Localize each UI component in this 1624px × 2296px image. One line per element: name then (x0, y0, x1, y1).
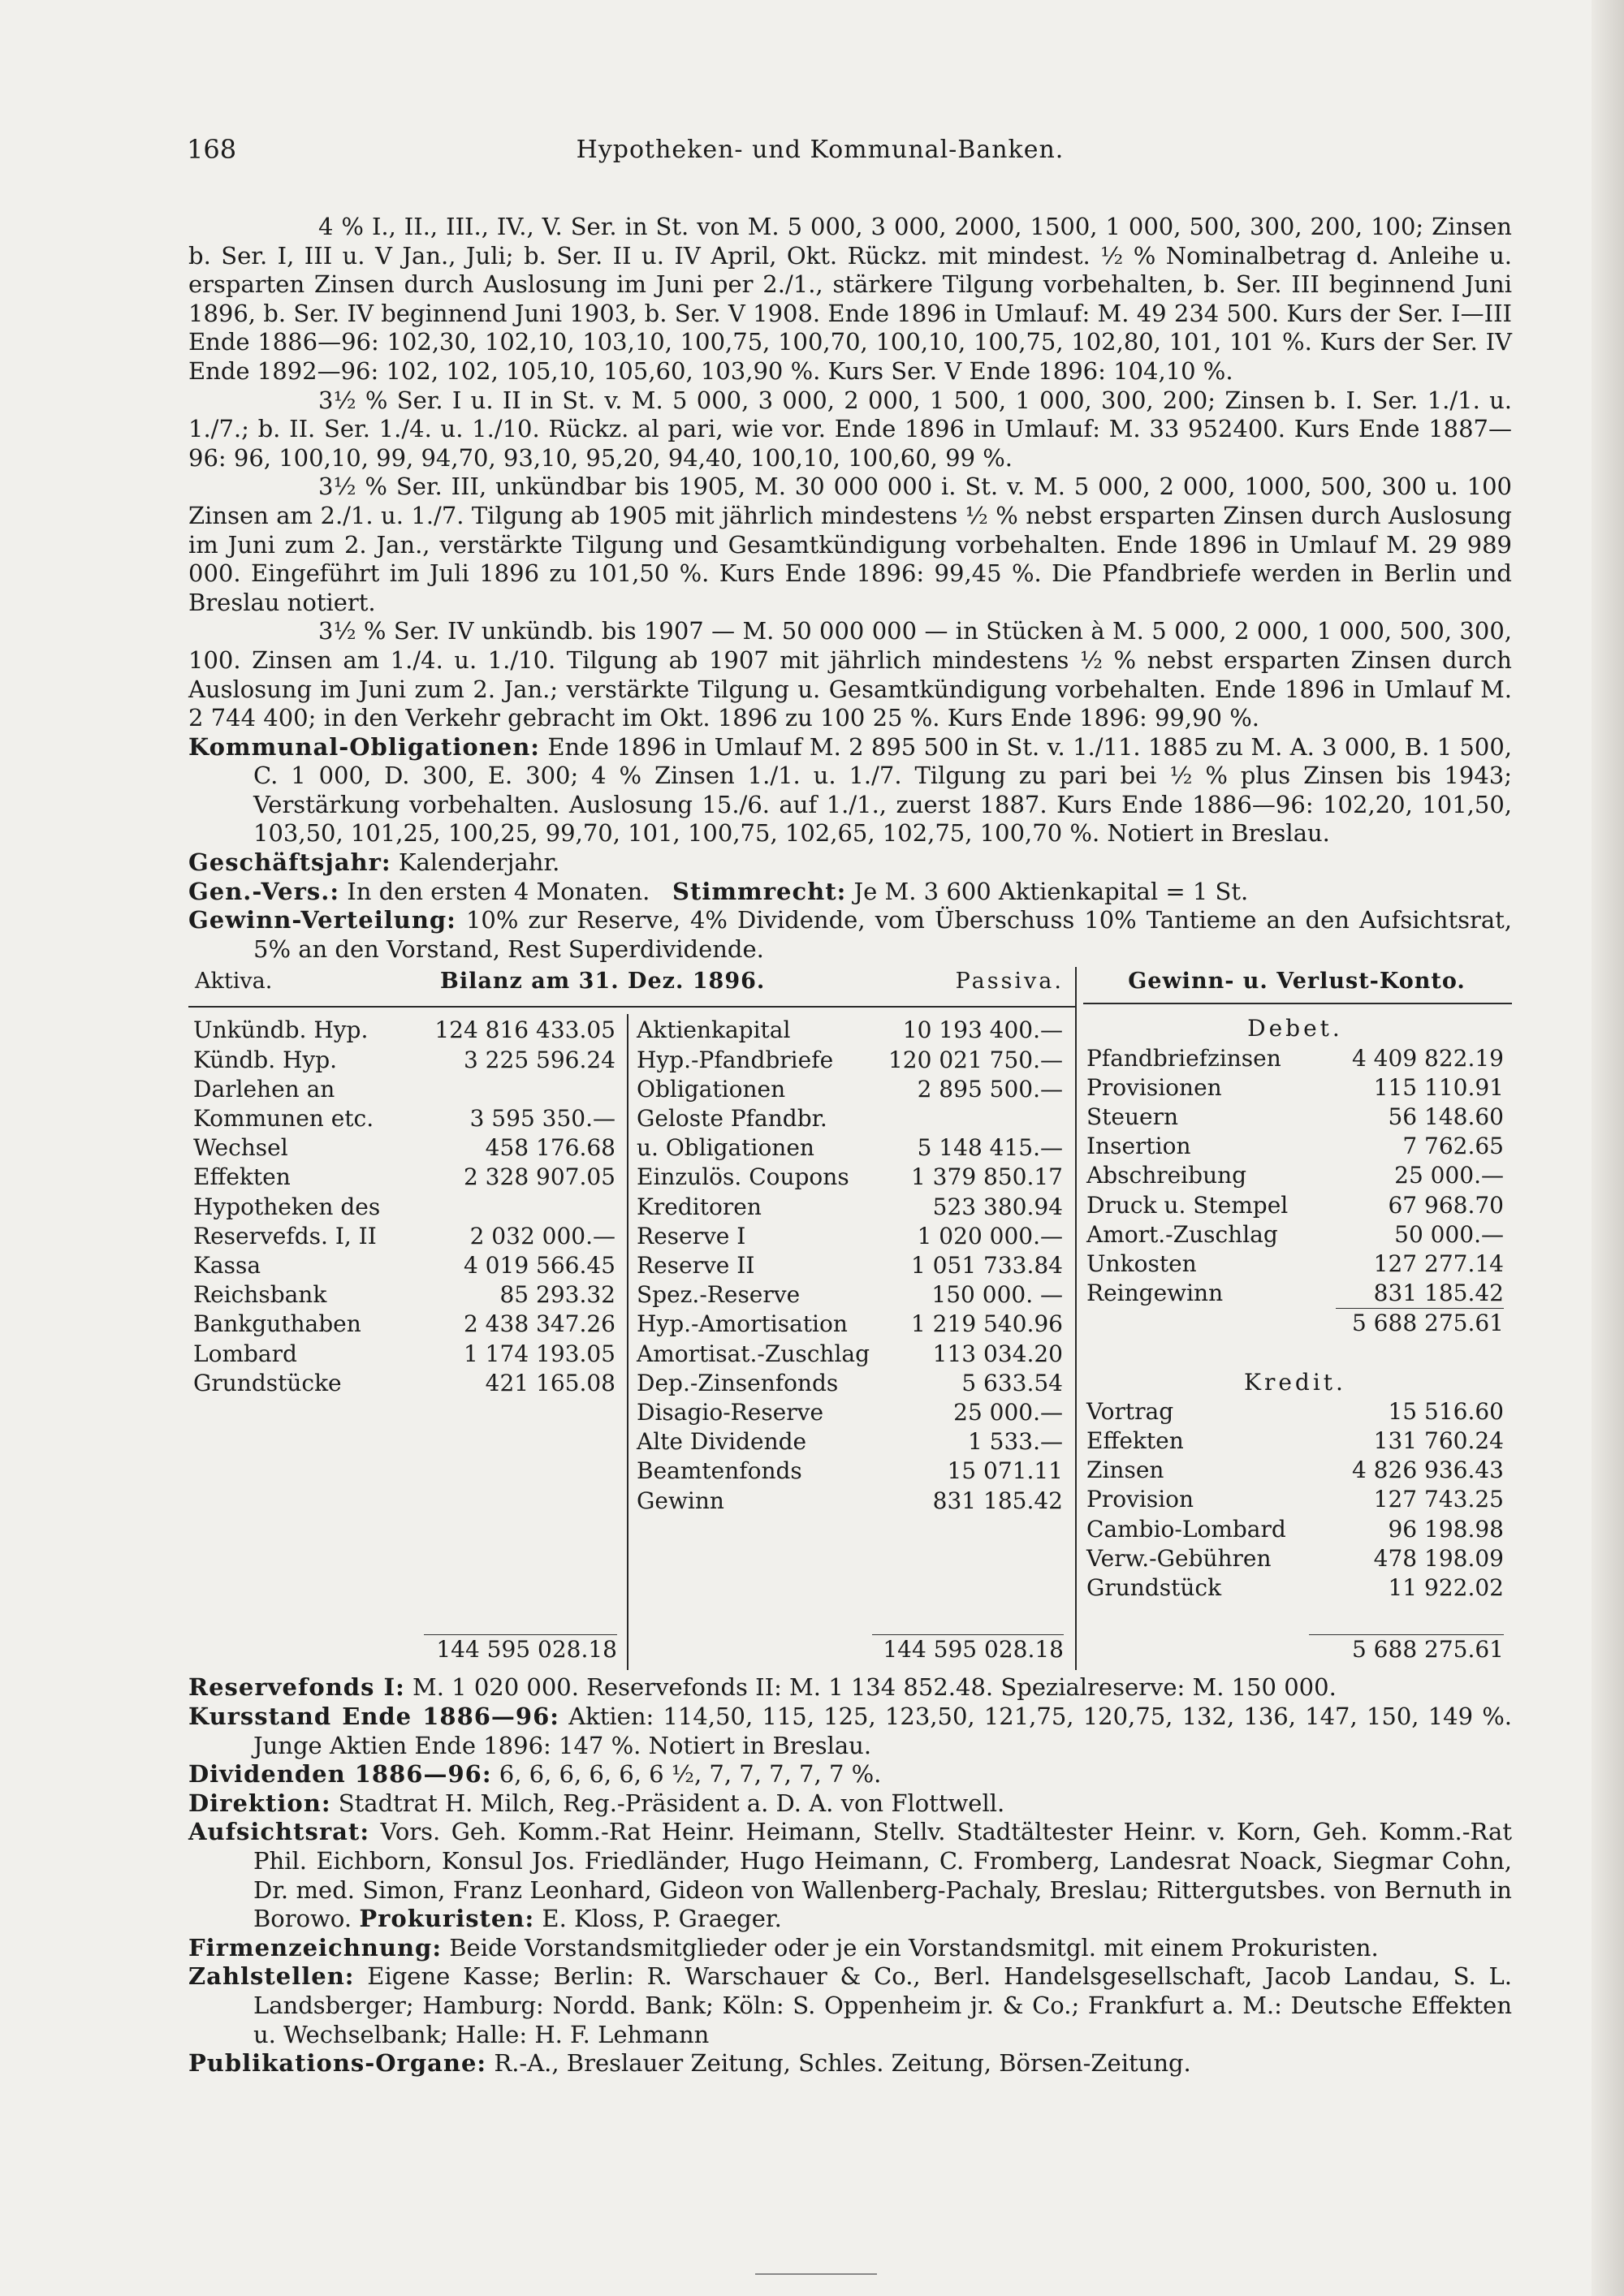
debet-item-value: 115 110.91 (1373, 1073, 1504, 1101)
entry-gewinn-verteilung: Gewinn-Verteilung: 10% zur Reserve, 4% Dividende, vom Überschuss 10% Tantieme an den Aufsichtsrat, 5% an den Vorstand, Rest Superdividende. (188, 906, 1512, 963)
entry-publikations-organe: Publikations-Organe: R.-A., Breslauer Zeitung, Schles. Zeitung, Börsen-Zeitung. (188, 2049, 1191, 2078)
debet-item-name: Steuern (1086, 1103, 1179, 1131)
aktiva-item-value: 85 293.32 (499, 1281, 615, 1309)
debet-row (1086, 1161, 1504, 1190)
aktiva-row (193, 1163, 615, 1192)
aktiva-row (193, 1133, 615, 1163)
passiva-item-name: Spez.-Reserve (637, 1281, 801, 1309)
debet-item-value: 7 762.65 (1402, 1133, 1504, 1160)
paragraph-series-3: 3½ % Ser. III, unkündbar bis 1905, M. 30 000 000 i. St. v. M. 5 000, 2 000, 1000, 500, 300 u. 100 Zinsen am 2./1. u. 1./7. Tilgung ab 1905 mit jährlich mindestens ½ % nebst ersparten Zinsen durch Auslosung im Juni zum 2. Jan., verstärkte Tilgung und Gesamtkündigung vorbehalten. Ende 1896 in Umlauf M. 29 989 000. Eingeführt im Juli 1896 zu 101,50 %. Kurs Ende 1896: 99,45 %. Die Pfandbriefe werden in Berlin und Breslau notiert. (188, 473, 1512, 616)
aktiva-row (193, 1310, 615, 1339)
passiva-item-name: u. Obligationen (637, 1134, 814, 1162)
kredit-item-name: Provision (1086, 1486, 1194, 1513)
scan-edge (1592, 0, 1624, 2296)
passiva-item-value: 1 219 540.96 (910, 1310, 1063, 1338)
aktiva-item-value: 2 328 907.05 (463, 1163, 615, 1191)
aktiva-item-name: Darlehen an (193, 1075, 335, 1103)
debet-item-name: Insertion (1086, 1133, 1191, 1160)
aktiva-total: 144 595 028.18 (424, 1634, 617, 1664)
aktiva-list (193, 1016, 615, 1398)
debet-row (1086, 1132, 1504, 1161)
aktiva-item-name: Reservefds. I, II (193, 1222, 377, 1249)
page-body (188, 213, 1512, 2078)
entry-kommunal-obligationen: Kommunal-Obligationen: Ende 1896 in Umlauf M. 2 895 500 in St. v. 1./11. 1885 zu M. A. 3 000, B. 1 500, C. 1 000, D. 300, E. 300; 4 % Zinsen 1./1. u. 1./7. Tilgung zu pari bei ½ % plus Zinsen bis 1943; Verstärkung vorbehalten. Auslosung 15./6. auf 1./1., zuerst 1887. Kurs Ende 1886—96: 102,20, 101,50, 103,50, 101,25, 100,25, 99,70, 101, 100,75, 102,65, 102,75, 100,70 %. Notiert in Breslau. (188, 732, 1512, 848)
aktiva-item-value: 3 225 596.24 (463, 1046, 615, 1073)
kredit-row (1086, 1456, 1504, 1485)
kredit-item-name: Vortrag (1086, 1397, 1174, 1425)
balance-divider (627, 1014, 628, 1670)
kredit-item-name: Grundstück (1086, 1574, 1222, 1602)
aktiva-item-name: Unkündb. Hyp. (193, 1016, 369, 1044)
passiva-item-value: 120 021 750.— (888, 1046, 1063, 1073)
debet-item-name: Reingewinn (1086, 1280, 1224, 1307)
aktiva-item-value: 421 165.08 (485, 1369, 615, 1396)
kredit-item-name: Verw.-Gebühren (1086, 1544, 1272, 1572)
kredit-row (1086, 1426, 1504, 1456)
kredit-item-name: Zinsen (1086, 1457, 1164, 1484)
passiva-item-value: 523 380.94 (932, 1193, 1063, 1220)
passiva-item-value: 15 071.11 (947, 1457, 1063, 1485)
guv-top-rule (1083, 1003, 1512, 1004)
aktiva-row (193, 1046, 615, 1075)
aktiva-item-value: 4 019 566.45 (463, 1252, 615, 1280)
passiva-row (637, 1222, 1063, 1251)
passiva-item-name: Disagio-Reserve (637, 1399, 824, 1426)
entry-zahlstellen: Zahlstellen: Eigene Kasse; Berlin: R. Warschauer & Co., Berl. Handelsgesellschaft, Jacob Landau, S. L. Landsberger; Hamburg: Nordd. Bank; Köln: S. Oppenheim jr. & Co.; Frankfurt a. M.: Deutsche Effekten u. Wechselbank; Halle: H. F. Lehmann (188, 1962, 1512, 2048)
passiva-row (637, 1340, 1063, 1369)
aktiva-item-value: 458 176.68 (485, 1134, 615, 1162)
debet-item-name: Amort.-Zuschlag (1086, 1220, 1278, 1248)
kredit-row (1086, 1573, 1504, 1603)
paragraph-series-4: 3½ % Ser. IV unkündb. bis 1907 — M. 50 000 000 — in Stücken à M. 5 000, 2 000, 1 000, 500, 300, 100. Zinsen am 1./4. u. 1./10. Tilgung ab 1907 mit jährlich mindestens ½ % nebst ersparten Zinsen durch Auslosung im Juni zum 2. Jan.; verstärkte Tilgung u. Gesamtkündigung vorbehalten. Ende 1896 in Umlauf M. 2 744 400; in den Verkehr gebracht im Okt. 1896 zu 100 25 %. Kurs Ende 1896: 99,90 %. (188, 617, 1512, 732)
kredit-item-value: 131 760.24 (1373, 1427, 1504, 1455)
running-title: Hypotheken- und Kommunal-Banken. (576, 136, 1065, 164)
passiva-item-name: Obligationen (637, 1075, 786, 1103)
passiva-label: Passiva. (955, 969, 1064, 995)
aktiva-item-name: Wechsel (193, 1134, 288, 1162)
passiva-item-value: 2 895 500.— (917, 1075, 1063, 1103)
passiva-item-name: Kreditoren (637, 1193, 762, 1220)
kredit-item-value: 96 198.98 (1388, 1515, 1504, 1543)
aktiva-row (193, 1340, 615, 1369)
kredit-item-value: 4 826 936.43 (1351, 1457, 1504, 1484)
aktiva-row (193, 1280, 615, 1310)
passiva-item-value: 1 020 000.— (917, 1222, 1063, 1249)
debet-list (1086, 1044, 1504, 1309)
entry-gen-vers: Gen.-Vers.: In den ersten 4 Monaten. Stimmrecht: Je M. 3 600 Aktienkapital = 1 St. (188, 877, 1249, 905)
passiva-item-value: 1 379 850.17 (910, 1163, 1063, 1191)
passiva-item-value: 1 051 733.84 (910, 1252, 1063, 1280)
aktiva-row (193, 1251, 615, 1280)
kredit-item-value: 15 516.60 (1388, 1397, 1504, 1425)
aktiva-item-name: Bankguthaben (193, 1310, 361, 1338)
passiva-row (637, 1133, 1063, 1163)
debet-item-value: 4 409 822.19 (1351, 1044, 1504, 1072)
passiva-row (637, 1457, 1063, 1486)
financial-tables (188, 967, 1512, 1673)
passiva-item-name: Einzulös. Coupons (637, 1163, 849, 1191)
kredit-item-name: Cambio-Lombard (1086, 1515, 1286, 1543)
kredit-row (1086, 1485, 1504, 1514)
debet-item-value: 831 185.42 (1373, 1280, 1504, 1307)
aktiva-item-name: Lombard (193, 1340, 297, 1367)
kredit-row (1086, 1544, 1504, 1573)
aktiva-row (193, 1222, 615, 1251)
kredit-item-value: 478 198.09 (1373, 1544, 1504, 1572)
passiva-item-name: Hyp.-Amortisation (637, 1310, 848, 1338)
debet-row (1086, 1103, 1504, 1132)
debet-row (1086, 1279, 1504, 1308)
page-header (187, 134, 1453, 166)
debet-item-value: 127 277.14 (1373, 1250, 1504, 1278)
aktiva-row (193, 1369, 615, 1398)
passiva-row (637, 1398, 1063, 1427)
debet-row (1086, 1220, 1504, 1249)
kredit-label: Kredit. (1244, 1368, 1346, 1396)
aktiva-item-name: Reichsbank (193, 1281, 327, 1309)
debet-row (1086, 1191, 1504, 1220)
kredit-item-value: 127 743.25 (1373, 1486, 1504, 1513)
debet-item-name: Pfandbriefzinsen (1086, 1044, 1281, 1072)
guv-divider (1075, 967, 1077, 1670)
aktiva-label: Aktiva. (195, 969, 273, 995)
passiva-item-name: Reserve II (637, 1252, 755, 1280)
passiva-row (637, 1104, 1063, 1133)
passiva-item-name: Beamtenfonds (637, 1457, 802, 1485)
debet-item-value: 50 000.— (1394, 1220, 1504, 1248)
debet-item-name: Druck u. Stempel (1086, 1191, 1289, 1219)
passiva-item-value: 831 185.42 (932, 1487, 1063, 1514)
passiva-item-value: 150 000. — (931, 1281, 1063, 1309)
passiva-row (637, 1280, 1063, 1310)
balance-top-rule (188, 1006, 1075, 1008)
passiva-row (637, 1193, 1063, 1222)
passiva-item-value: 5 148 415.— (917, 1134, 1063, 1162)
passiva-item-value: 113 034.20 (932, 1340, 1063, 1367)
aktiva-item-value: 2 438 347.26 (463, 1310, 615, 1338)
debet-row (1086, 1073, 1504, 1103)
aktiva-item-name: Kommunen etc. (193, 1105, 374, 1133)
aktiva-item-name: Grundstücke (193, 1369, 342, 1396)
debet-item-value: 67 968.70 (1388, 1191, 1504, 1219)
debet-item-name: Provisionen (1086, 1073, 1222, 1101)
passiva-row (637, 1427, 1063, 1457)
paragraph-series-1-2: 3½ % Ser. I u. II in St. v. M. 5 000, 3 000, 2 000, 1 500, 1 000, 300, 200; Zinsen b. I. Ser. 1./1. u. 1./7.; b. II. Ser. 1./4. u. 1./10. Rückz. al pari, wie vor. Ende 1896 in Umlauf: M. 33 952400. Kurs Ende 1887—96: 96, 100,10, 99, 94,70, 93,10, 95,20, 94,40, 100,10, 100,60, 99 %. (188, 386, 1512, 472)
passiva-row (637, 1487, 1063, 1516)
aktiva-item-value: 124 816 433.05 (434, 1016, 615, 1044)
debet-total: 5 688 275.61 (1336, 1308, 1504, 1338)
debet-item-name: Abschreibung (1086, 1162, 1247, 1189)
passiva-item-value: 1 533.— (967, 1428, 1063, 1456)
debet-item-name: Unkosten (1086, 1250, 1197, 1278)
passiva-row (637, 1046, 1063, 1075)
passiva-row (637, 1310, 1063, 1339)
passiva-item-value: 10 193 400.— (902, 1016, 1063, 1044)
debet-total-row (1086, 1308, 1504, 1338)
kredit-item-value: 11 922.02 (1388, 1574, 1504, 1602)
guv-column (1086, 1014, 1504, 1603)
passiva-row (637, 1369, 1063, 1398)
aktiva-row (193, 1193, 615, 1222)
passiva-item-name: Reserve I (637, 1222, 746, 1249)
passiva-item-name: Alte Dividende (637, 1428, 807, 1456)
passiva-row (637, 1016, 1063, 1045)
entry-direktion: Direktion: Stadtrat H. Milch, Reg.-Präsident a. D. A. von Flottwell. (188, 1789, 1005, 1817)
footer-rule (755, 2273, 877, 2275)
aktiva-item-value: 2 032 000.— (469, 1222, 615, 1249)
passiva-total: 144 595 028.18 (872, 1634, 1064, 1664)
passiva-row (637, 1163, 1063, 1192)
debet-label: Debet. (1247, 1015, 1343, 1042)
kredit-list (1086, 1397, 1504, 1603)
entry-reservefonds: Reservefonds I: M. 1 020 000. Reservefonds II: M. 1 134 852.48. Spezialreserve: M. 150 000. (188, 1673, 1337, 1702)
kredit-total: 5 688 275.61 (1309, 1634, 1504, 1664)
debet-item-value: 25 000.— (1394, 1162, 1504, 1189)
passiva-item-value: 5 633.54 (961, 1369, 1063, 1396)
balance-header (188, 967, 1073, 995)
entry-geschaeftsjahr: Geschäftsjahr: Kalenderjahr. (188, 848, 560, 877)
aktiva-row (193, 1104, 615, 1133)
aktiva-item-name: Kündb. Hyp. (193, 1046, 338, 1073)
entry-kursstand: Kursstand Ende 1886—96: Aktien: 114,50, 115, 125, 123,50, 121,75, 120,75, 132, 136, 147, 150, 149 %. Junge Aktien Ende 1896: 147 %. Notiert in Breslau. (188, 1703, 1513, 1759)
aktiva-row (193, 1016, 615, 1045)
debet-row (1086, 1249, 1504, 1279)
passiva-row (637, 1075, 1063, 1104)
paragraph-series-1-5: 4 % I., II., III., IV., V. Ser. in St. von M. 5 000, 3 000, 2000, 1500, 1 000, 500, 300, 200, 100; Zinsen b. Ser. I, III u. V Jan., Juli; b. Ser. II u. IV April, Okt. Rückz. mit mindest. ½ % Nominalbetrag d. Anleihe u. ersparten Zinsen durch Auslosung im Juni per 2./1., stärkere Tilgung vorbehalten, b. Ser. III beginnend Juni 1896, b. Ser. IV beginnend Juni 1903, b. Ser. V 1908. Ende 1896 in Umlauf: M. 49 234 500. Kurs der Ser. I—III Ende 1886—96: 102,30, 102,10, 103,10, 100,75, 100,70, 100,10, 100,75, 102,80, 101, 101 %. Kurs der Ser. IV Ende 1892—96: 102, 102, 105,10, 105,60, 103,90 %. Kurs Ser. V Ende 1896: 104,10 %. (188, 213, 1512, 385)
aktiva-row (193, 1075, 615, 1104)
passiva-list (637, 1016, 1063, 1515)
aktiva-item-value: 3 595 350.— (469, 1105, 615, 1133)
entry-firmenzeichnung: Firmenzeichnung: Beide Vorstandsmitglieder oder je ein Vorstandsmitgl. mit einem Prokuristen. (188, 1933, 1379, 1962)
kredit-item-name: Effekten (1086, 1427, 1184, 1455)
debet-item-value: 56 148.60 (1388, 1103, 1504, 1131)
aktiva-item-value: 1 174 193.05 (463, 1340, 615, 1367)
passiva-item-name: Dep.-Zinsenfonds (637, 1369, 839, 1396)
passiva-item-name: Geloste Pfandbr. (637, 1105, 827, 1133)
aktiva-item-name: Kassa (193, 1252, 261, 1280)
entry-aufsichtsrat: Aufsichtsrat: Vors. Geh. Komm.-Rat Heinr. Heimann, Stellv. Stadtältester Heinr. v. Korn, Geh. Komm.-Rat Phil. Eichborn, Konsul Jos. Friedländer, Hugo Heimann, C. Fromberg, Landesrat Noack, Siegmar Cohn, Dr. med. Simon, Franz Leonhard, Gideon von Wallenberg-Pachaly, Breslau; Rittergutsbes. von Bernuth in Borowo. Prokuristen: E. Kloss, P. Graeger. (188, 1818, 1513, 1933)
passiva-item-value: 25 000.— (953, 1399, 1063, 1426)
aktiva-item-name: Hypotheken des (193, 1193, 381, 1220)
debet-row (1086, 1044, 1504, 1073)
passiva-item-name: Aktienkapital (637, 1016, 791, 1044)
kredit-row (1086, 1515, 1504, 1544)
passiva-item-name: Gewinn (637, 1487, 724, 1514)
aktiva-item-name: Effekten (193, 1163, 291, 1191)
balance-title: Bilanz am 31. Dez. 1896. (440, 969, 766, 995)
entry-dividenden: Dividenden 1886—96: 6, 6, 6, 6, 6, 6 ½, 7, 7, 7, 7, 7 %. (188, 1760, 882, 1789)
passiva-row (637, 1251, 1063, 1280)
passiva-item-name: Hyp.-Pfandbriefe (637, 1046, 834, 1073)
page-number: 168 (187, 134, 237, 165)
kredit-row (1086, 1397, 1504, 1426)
guv-title: Gewinn- u. Verlust-Konto. (1128, 969, 1466, 995)
passiva-item-name: Amortisat.-Zuschlag (637, 1340, 870, 1367)
